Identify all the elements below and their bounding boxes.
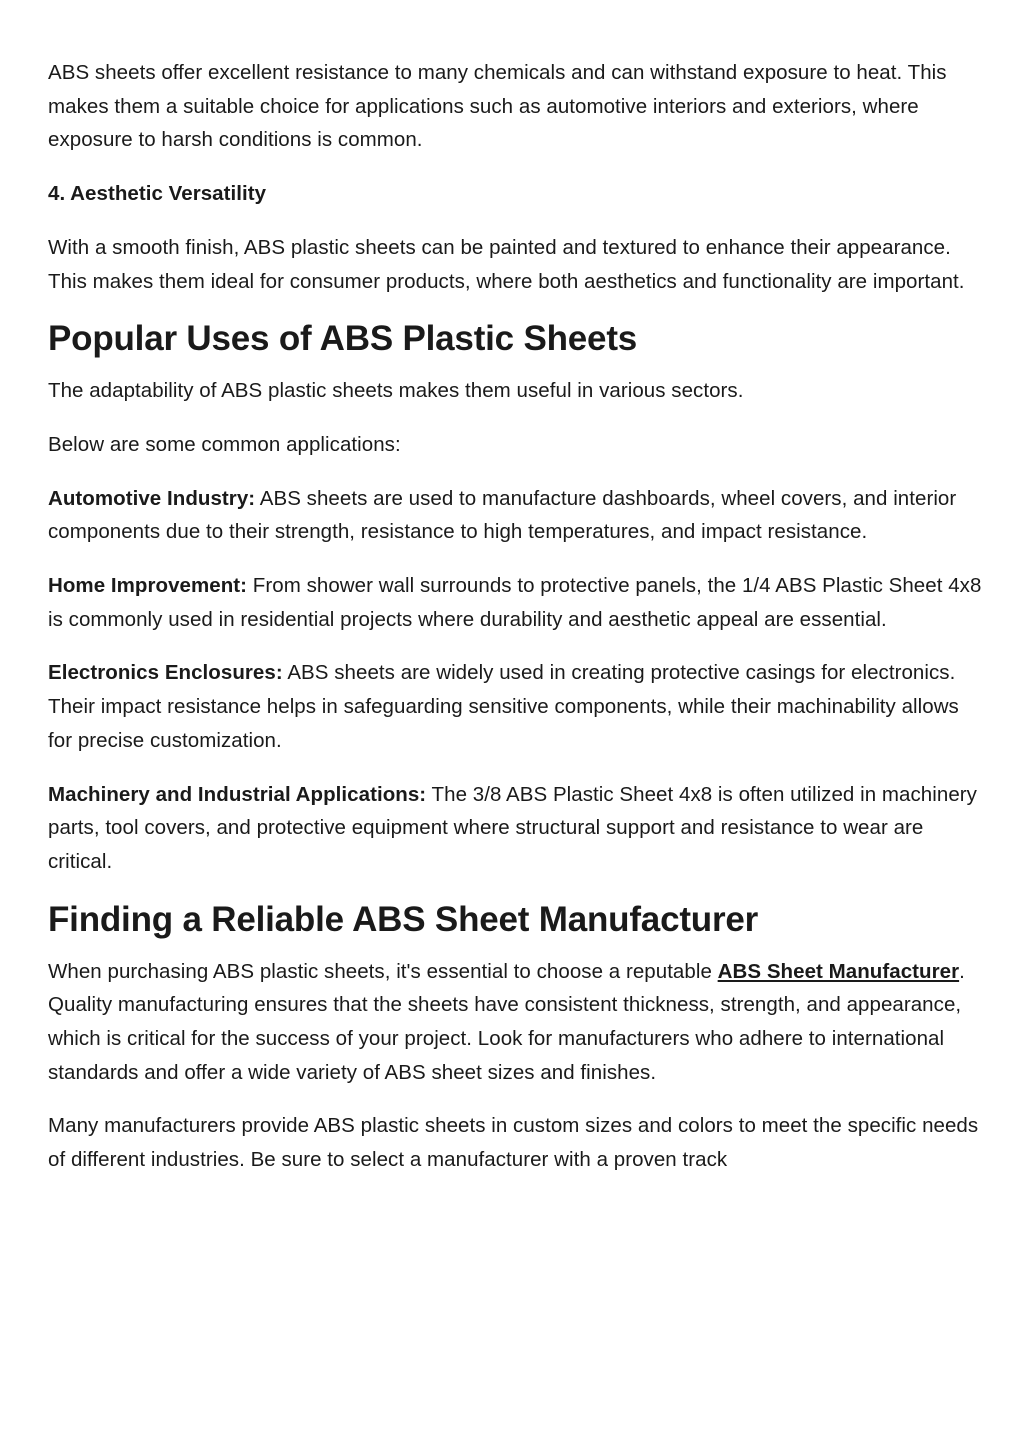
popular-uses-heading: Popular Uses of ABS Plastic Sheets [48, 319, 638, 359]
abs-sheet-manufacturer-link[interactable]: ABS Sheet Manufacturer [717, 959, 960, 983]
use-home-improvement-text: From shower wall surrounds to protective panels, the 1/4 ABS Plastic Sheet 4x8 is commonly used in residential projects where durability and aesthetic appeal are essential. [48, 574, 982, 631]
manufacturer-paragraph-1 [48, 955, 983, 1090]
use-machinery-text: The 3/8 ABS Plastic Sheet 4x8 is often utilized in machinery parts, tool covers, and protective equipment where structural support and resistance to wear are critical. [48, 782, 977, 873]
manufacturer-p1-after: . Quality manufacturing ensures that the sheets have consistent thickness, strength, and appearance, which is critical for the success of your project. Look for manufacturers who adhere to international standards and offer a wide variety of ABS sheet sizes and finishes. [48, 959, 965, 1084]
manufacturer-p1-before: When purchasing ABS plastic sheets, it's essential to choose a reputable [48, 959, 718, 983]
use-electronics [48, 656, 983, 757]
use-automotive-text: ABS sheets are used to manufacture dashboards, wheel covers, and interior components due to their strength, resistance to high temperatures, and impact resistance. [48, 486, 957, 544]
use-automotive-label: Automotive Industry: [48, 486, 256, 510]
intro-paragraph: ABS sheets offer excellent resistance to many chemicals and can withstand exposure to heat. This makes them a suitable choice for applications such as automotive interiors and exteriors, where exposure to harsh conditions is common. [48, 61, 947, 152]
manufacturer-heading: Finding a Reliable ABS Sheet Manufacturer [48, 899, 759, 939]
aesthetic-versatility-heading: 4. Aesthetic Versatility [48, 182, 267, 206]
document-page [48, 56, 983, 1197]
aesthetic-versatility-paragraph: With a smooth finish, ABS plastic sheets can be painted and textured to enhance their appearance. This makes them ideal for consumer products, where both aesthetics and functionality are important. [48, 235, 965, 293]
use-machinery [48, 778, 983, 879]
manufacturer-paragraph-2: Many manufacturers provide ABS plastic sheets in custom sizes and colors to meet the specific needs of different industries. Be sure to select a manufacturer with a proven track [48, 1114, 979, 1172]
use-electronics-label: Electronics Enclosures: [48, 661, 283, 685]
use-machinery-label: Machinery and Industrial Applications: [48, 782, 427, 806]
use-home-improvement [48, 569, 983, 636]
use-electronics-text: ABS sheets are widely used in creating protective casings for electronics. Their impact resistance helps in safeguarding sensitive components, while their machinability allows for precise customization. [48, 661, 959, 752]
use-home-improvement-label: Home Improvement: [48, 574, 248, 598]
popular-uses-intro: The adaptability of ABS plastic sheets makes them useful in various sectors. [48, 379, 744, 403]
use-automotive [48, 482, 983, 549]
popular-uses-lead: Below are some common applications: [48, 432, 401, 456]
